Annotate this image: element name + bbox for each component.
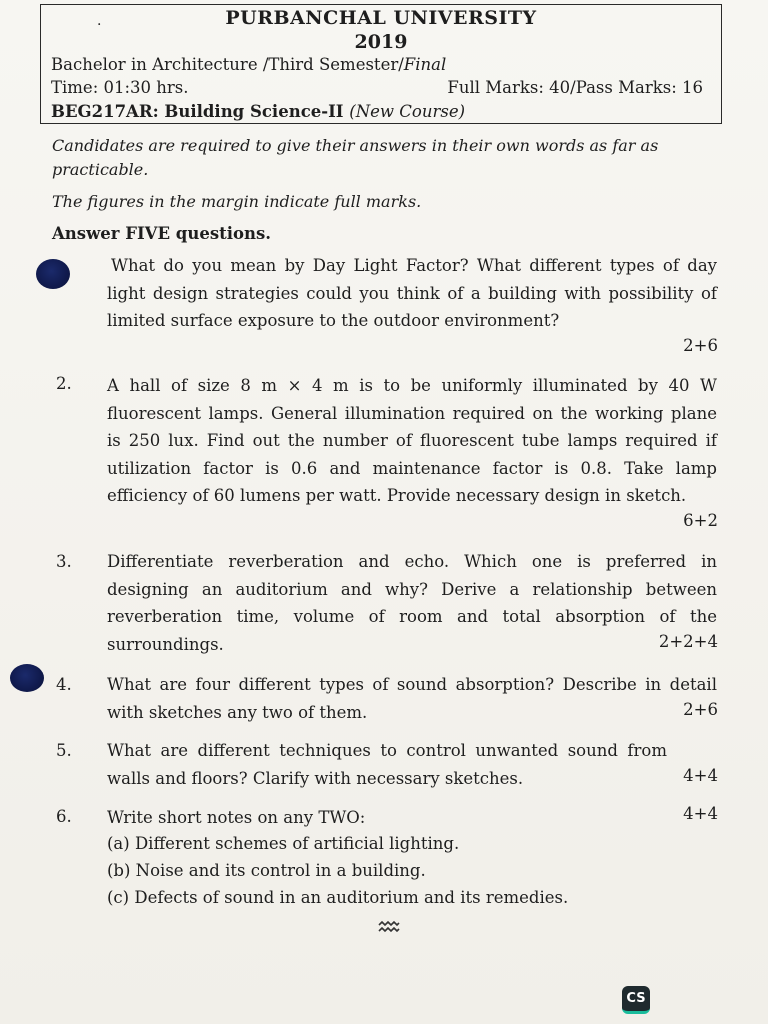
exam-year: 2019 bbox=[354, 31, 408, 53]
question-text: What do you mean by Day Light Factor? What different types of day light design strategies could you think of a building with possibility of limited surface exposure to the outdoor environment? bbox=[107, 256, 717, 330]
sub-question-b: (b) Noise and its control in a building. bbox=[107, 861, 426, 880]
question-text: A hall of size 8 m × 4 m is to be uniformly illuminated by 40 W fluorescent lamps. General illumination required on the working plane is 250 lux. Find out the number of fluorescent tube lamps required if utilization factor is 0.6 and maintenance factor is 0.8. Take lamp efficiency of 60 lumens per watt. Provide necessary design in sketch. bbox=[107, 376, 717, 505]
answer-five-instruction: Answer FIVE questions. bbox=[52, 224, 272, 243]
question-marks: 4+4 bbox=[683, 766, 718, 785]
question-marks: 2+6 bbox=[683, 700, 718, 719]
question-text: Differentiate reverberation and echo. Which one is preferred in designing an auditorium and why? Derive a relationship between reverberation time, volume of room and total absorption of the surroundings. bbox=[107, 552, 717, 654]
question-marks: 6+2 bbox=[683, 511, 718, 530]
university-name: PURBANCHAL UNIVERSITY bbox=[225, 7, 537, 29]
zigzag-end-mark-icon bbox=[378, 920, 400, 934]
question-marks: 4+4 bbox=[683, 804, 718, 823]
question-number: 2. bbox=[56, 374, 72, 393]
question-text: What are four different types of sound absorption? Describe in detail with sketches any two of them. bbox=[107, 675, 717, 722]
question-number: 6. bbox=[56, 807, 72, 826]
question-text: Write short notes on any TWO: bbox=[107, 808, 366, 827]
sub-question-a: (a) Different schemes of artificial lighting. bbox=[107, 834, 460, 853]
question-number: 5. bbox=[56, 741, 72, 760]
instruction-margin-marks: The figures in the margin indicate full marks. bbox=[52, 192, 422, 211]
zigzag-end-mark-icon bbox=[378, 918, 400, 939]
question-number: 4. bbox=[56, 675, 72, 694]
instruction-own-words: Candidates are required to give their answers in their own words as far as practicable. bbox=[52, 136, 659, 179]
ink-blot-icon bbox=[10, 664, 44, 692]
question-number: 3. bbox=[56, 552, 72, 571]
camscanner-logo-icon: CS bbox=[622, 986, 650, 1014]
exam-marks: Full Marks: 40/Pass Marks: 16 bbox=[447, 78, 703, 97]
course-title: BEG217AR: Building Science-II (New Course) bbox=[51, 102, 466, 121]
exam-time: Time: 01:30 hrs. bbox=[51, 78, 189, 97]
header-box: · PURBANCHAL UNIVERSITY 2019 Bachelor in Architecture /Third Semester/Final Time: 01:30 hrs. Full Marks: 40/Pass Marks: 16 BEG217AR: Building Science-II (New Course) bbox=[40, 4, 722, 124]
question-marks: 2+2+4 bbox=[658, 632, 718, 651]
sub-question-c: (c) Defects of sound in an auditorium and its remedies. bbox=[107, 888, 569, 907]
ink-blot-icon bbox=[36, 259, 70, 289]
question-text: What are different techniques to control unwanted sound from walls and floors? Clarify with necessary sketches. bbox=[107, 741, 667, 788]
program-line: Bachelor in Architecture /Third Semester/Final bbox=[51, 55, 447, 74]
question-marks: 2+6 bbox=[683, 336, 718, 355]
